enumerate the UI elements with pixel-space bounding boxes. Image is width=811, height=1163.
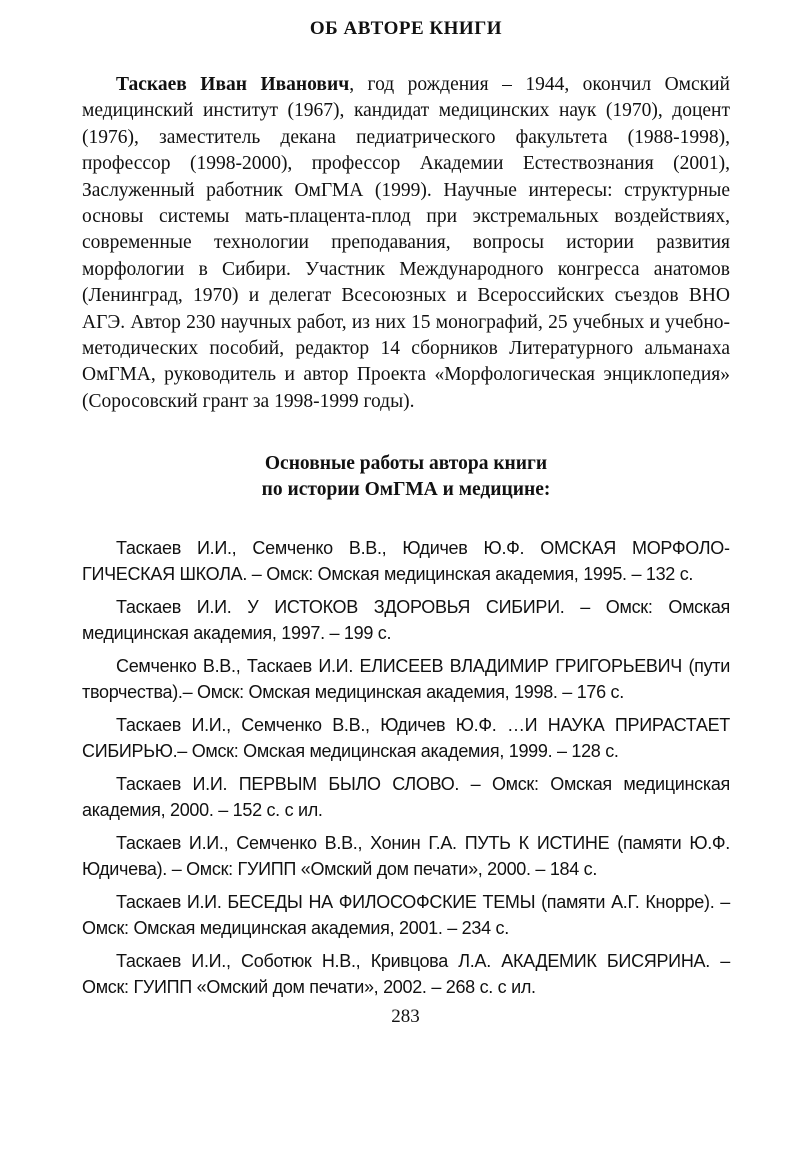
work-entry: Семченко В.В., Таскаев И.И. ЕЛИСЕЕВ ВЛАДИМИР ГРИГОРЬЕВИЧ (пути творчества).– Омск: Омская медицинская академия, 1998. – 176 с.	[82, 656, 730, 703]
page-content	[82, 18, 730, 1007]
work-entry: Таскаев И.И., Семченко В.В., Юдичев Ю.Ф. …И НАУКА ПРИРАСТАЕТ СИБИРЬЮ.– Омск: Омская медицинская академия, 1999. – 128 с.	[82, 715, 730, 762]
work-entry: Таскаев И.И., Семченко В.В., Хонин Г.А. ПУТЬ К ИСТИНЕ (памяти Ю.Ф. Юдичева). – Омск: ГУИПП «Омский дом печати», 2000. – 184 с.	[82, 833, 730, 880]
works-heading-line-1: Основные работы автора книги	[264, 453, 548, 475]
work-entry: Таскаев И.И., Соботюк Н.В., Кривцова Л.А. АКАДЕМИК БИСЯРИНА. – Омск: ГУИПП «Омский дом печати», 2002. – 268 с. с ил.	[82, 951, 730, 998]
works-heading-line-2: по истории ОмГМА и медицине:	[261, 479, 551, 501]
author-bio-text: , год рождения – 1944, окончил Омский медицинский институт (1967), кандидат медицинских наук (1970), доцент (1976), заместитель декана педиатрического факультета (1988-1998), профессор (1998-2000), профессор Академии Естествознания (2001), Заслуженный работник ОмГМА (1999). Научные интересы: структурные основы системы мать-плацента-плод при экстремальных воздействиях, современные технологии преподавания, вопросы истории развития морфологии в Сибири. Участник Международного конгресса анатомов (Ленинград, 1970) и делегат Всесоюзных и Всероссийских съездов ВНО АГЭ. Автор 230 научных работ, из них 15 монографий, 25 учебных и учебно-методических пособий, редактор 14 сборников Литературного альманаха ОмГМА, руководитель и автор Проекта «Морфологическая энциклопедия» (Соросовский грант за 1998-1999 годы).	[82, 74, 730, 412]
page-title: ОБ АВТОРЕ КНИГИ	[309, 18, 503, 39]
works-list	[82, 535, 730, 1000]
works-heading	[82, 451, 730, 503]
page-number: 283	[391, 1006, 420, 1027]
work-entry: Таскаев И.И. БЕСЕДЫ НА ФИЛОСОФСКИЕ ТЕМЫ (памяти А.Г. Кнорре). – Омск: Омская медицинская академия, 2001. – 234 с.	[82, 892, 730, 939]
work-entry: Таскаев И.И. У ИСТОКОВ ЗДОРОВЬЯ СИБИРИ. – Омск: Омская медицинская академия, 1997. – 199 с.	[82, 597, 730, 644]
author-name: Таскаев Иван Иванович	[116, 74, 350, 95]
author-bio	[82, 72, 730, 415]
work-entry: Таскаев И.И. ПЕРВЫМ БЫЛО СЛОВО. – Омск: Омская медицинская академия, 2000. – 152 с. с ил.	[82, 774, 730, 821]
work-entry: Таскаев И.И., Семченко В.В., Юдичев Ю.Ф. ОМСКАЯ МОРФОЛОГИЧЕСКАЯ ШКОЛА. – Омск: Омская медицинская академия, 1995. – 132 с.	[82, 538, 730, 585]
